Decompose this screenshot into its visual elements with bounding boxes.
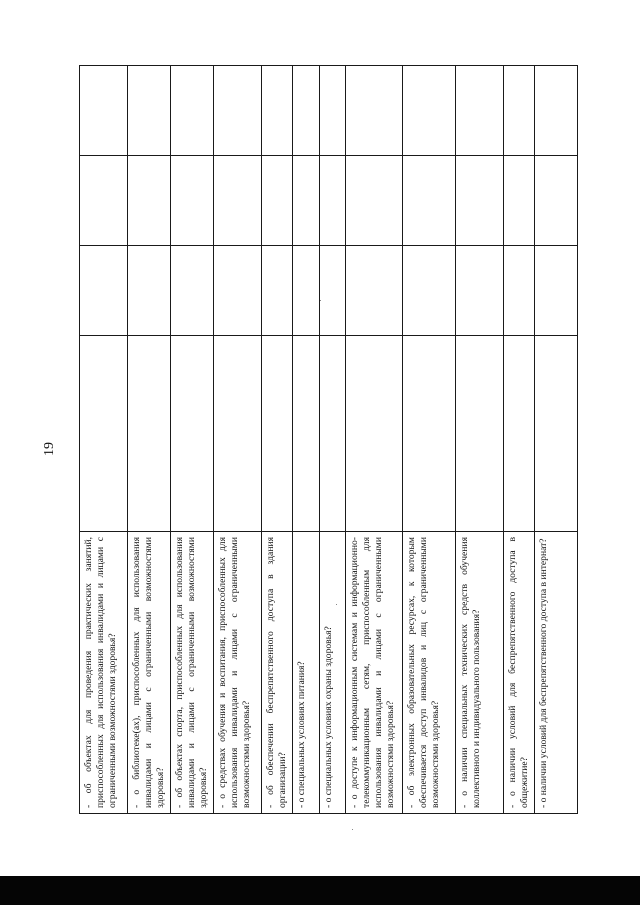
answer-cell: [503, 336, 534, 532]
page-number: 19: [42, 442, 57, 456]
question-cell: - об объектах для проведения практических занятий, приспособленных для использования инвалидами и лицами с ограниченными возможностями здоровья?: [80, 532, 128, 814]
answer-cell: [213, 66, 261, 156]
question-cell: - об объектах спорта, приспособленных для использования инвалидами и лицами с ограниченными возможностями здоровья?: [170, 532, 213, 814]
answer-cell: [170, 66, 213, 156]
table-row: [319, 66, 345, 814]
answer-cell: [292, 66, 319, 156]
table-row: [455, 66, 503, 814]
answer-cell: [503, 66, 534, 156]
answer-cell: [503, 246, 534, 336]
answer-cell: [319, 246, 345, 336]
answer-cell: [170, 156, 213, 246]
question-cell: - о наличии условий для беспрепятственного доступа в общежитие?: [503, 532, 534, 814]
question-cell: - об обеспечении беспрепятственного доступа в здания организации?: [261, 532, 292, 814]
question-cell: - о специальных условиях питания?: [292, 532, 319, 814]
answer-cell: [455, 156, 503, 246]
answer-cell: [80, 246, 128, 336]
answer-cell: [345, 66, 402, 156]
answer-cell: [292, 156, 319, 246]
answer-cell: [534, 246, 577, 336]
answer-cell: [455, 66, 503, 156]
question-cell: - о средствах обучения и воспитания, приспособленных для использования инвалидами и лицами с ограниченными возможностями здоровья?: [213, 532, 261, 814]
answer-cell: [534, 66, 577, 156]
answer-cell: [402, 246, 455, 336]
answer-cell: [534, 156, 577, 246]
answer-cell: [345, 336, 402, 532]
table-row: [503, 66, 534, 814]
question-cell: - об электронных образовательных ресурсах, к которым обеспечивается доступ инвалидов и лиц с ограниченными возможностями здоровья?: [402, 532, 455, 814]
answer-cell: [128, 336, 171, 532]
question-cell: - о библиотеке(ах), приспособленных для использования инвалидами и лицами с ограниченными возможностями здоровья?: [128, 532, 171, 814]
scan-border-band: [0, 876, 640, 905]
answer-cell: [213, 156, 261, 246]
answer-cell: [319, 336, 345, 532]
answer-cell: [128, 66, 171, 156]
scan-speck: [336, 604, 337, 605]
answer-cell: [534, 336, 577, 532]
answer-cell: [345, 156, 402, 246]
answer-cell: [503, 156, 534, 246]
answer-cell: [402, 336, 455, 532]
question-cell: - о доступе к информационным системам и информационно-телекоммуникационным сетям, приспособленным для использования инвалидами и лицами с ограниченными возможностями здоровья?: [345, 532, 402, 814]
question-cell: - о наличии условий для беспрепятственного доступа в интернат?: [534, 532, 577, 814]
table-row: [80, 66, 128, 814]
answer-cell: [319, 66, 345, 156]
table-row: [261, 66, 292, 814]
scan-speck: [320, 300, 321, 301]
answer-cell: [80, 336, 128, 532]
answer-cell: [170, 336, 213, 532]
survey-table: [79, 65, 578, 814]
table-row: [402, 66, 455, 814]
answer-cell: [261, 246, 292, 336]
scan-speck: [352, 829, 353, 830]
question-cell: - о наличии специальных технических средств обучения коллективного и индивидуального пользования?: [455, 532, 503, 814]
table-row: [213, 66, 261, 814]
answer-cell: [261, 66, 292, 156]
table-row: [128, 66, 171, 814]
answer-cell: [261, 156, 292, 246]
answer-cell: [213, 336, 261, 532]
answer-cell: [402, 66, 455, 156]
answer-cell: [319, 156, 345, 246]
answer-cell: [170, 246, 213, 336]
answer-cell: [128, 246, 171, 336]
answer-cell: [292, 336, 319, 532]
answer-cell: [455, 336, 503, 532]
answer-cell: [261, 336, 292, 532]
answer-cell: [213, 246, 261, 336]
table-row: [170, 66, 213, 814]
answer-cell: [455, 246, 503, 336]
answer-cell: [292, 246, 319, 336]
answer-cell: [402, 156, 455, 246]
rotated-table-container: [79, 66, 557, 814]
table-row: [534, 66, 577, 814]
table-row: [345, 66, 402, 814]
table-row: [292, 66, 319, 814]
answer-cell: [345, 246, 402, 336]
question-cell: - о специальных условиях охраны здоровья?: [319, 532, 345, 814]
answer-cell: [128, 156, 171, 246]
answer-cell: [80, 156, 128, 246]
answer-cell: [80, 66, 128, 156]
